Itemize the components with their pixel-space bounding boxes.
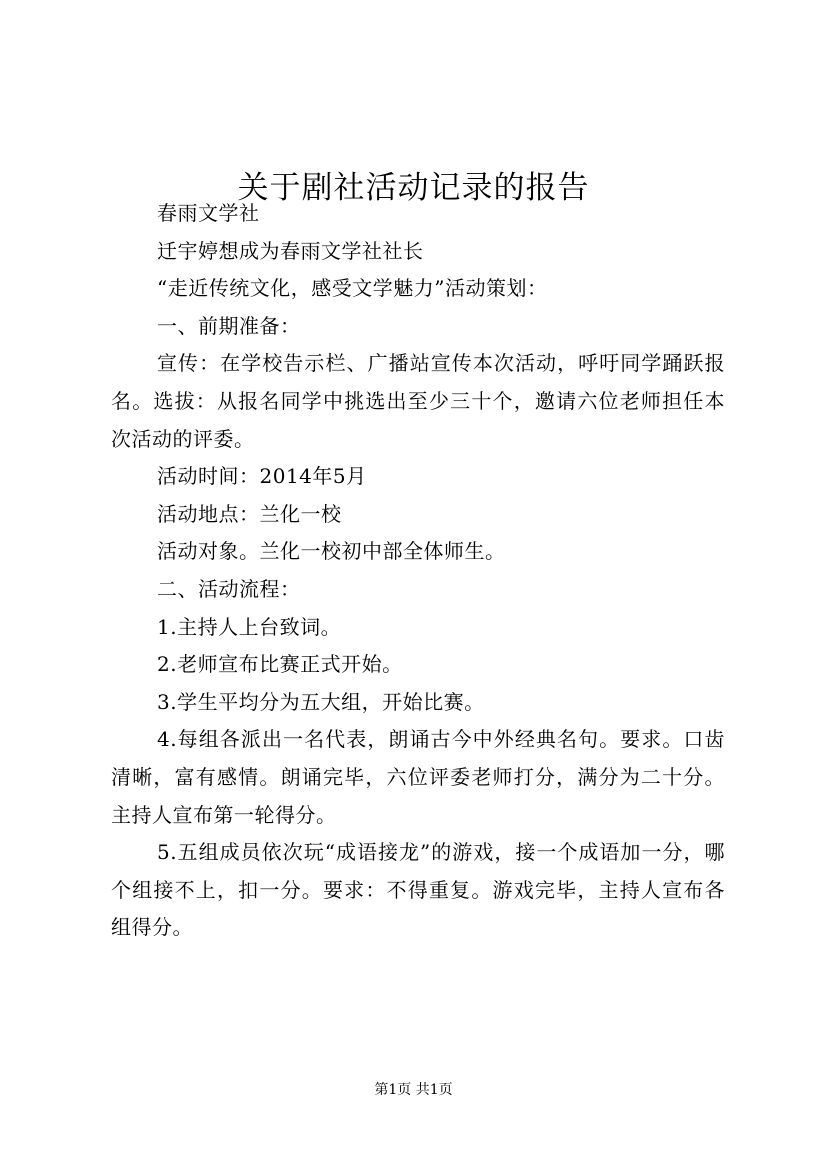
- paragraph-step-1: 1.主持人上台致词。: [157, 614, 342, 639]
- paragraph-section-preparation: 一、前期准备：: [157, 313, 301, 338]
- page-footer: 第1页 共1页: [374, 1082, 453, 1098]
- paragraph-step-4: 4.每组各派出一名代表，朗诵古今中外经典名句。要求。口齿清晰，富有感情。朗诵完毕，六位评委老师打分，满分为二十分。主持人宣布第一轮得分。: [111, 727, 725, 827]
- paragraph-section-process: 二、活动流程：: [157, 576, 301, 601]
- paragraph-activity-location: 活动地点：兰化一校: [157, 501, 342, 526]
- document-title: 关于剧社活动记录的报告: [237, 169, 590, 206]
- paragraph-step-5: 5.五组成员依次玩“成语接龙”的游戏，接一个成语加一分，哪个组接不上，扣一分。要求：不得重复。游戏完毕，主持人宣布各组得分。: [111, 840, 725, 940]
- paragraph-club-name: 春雨文学社: [157, 201, 260, 225]
- paragraph-step-3: 3.学生平均分为五大组，开始比赛。: [157, 689, 485, 714]
- paragraph-step-2: 2.老师宣布比赛正式开始。: [157, 652, 403, 677]
- paragraph-publicity: 宣传：在学校告示栏、广播站宣传本次活动，呼吁同学踊跃报名。选拔：从报名同学中挑选出至少三十个，邀请六位老师担任本次活动的评委。: [111, 351, 725, 451]
- paragraph-activity-time: 活动时间：2014年5月: [157, 464, 367, 489]
- paragraph-activity-audience: 活动对象。兰化一校初中部全体师生。: [157, 539, 506, 564]
- document-body: [111, 195, 725, 947]
- paragraph-plan-title: “走近传统文化，感受文学魅力”活动策划：: [157, 276, 548, 301]
- paragraph-author: 迁宇婷想成为春雨文学社社长: [157, 238, 424, 263]
